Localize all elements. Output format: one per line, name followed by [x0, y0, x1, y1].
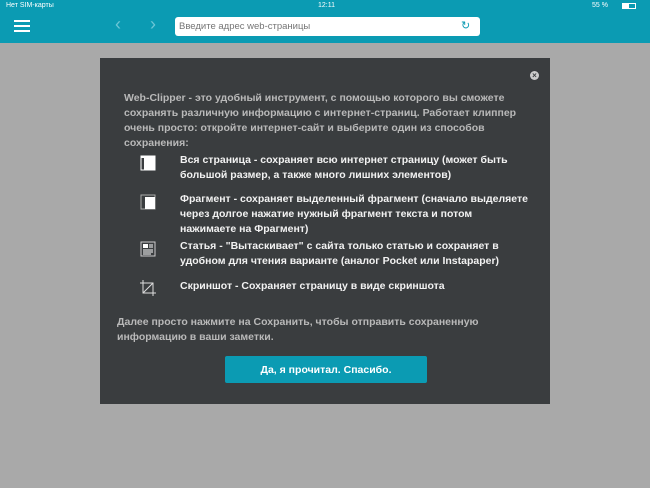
- intro-text: Web-Clipper - это удобный инструмент, с помощью которого вы сможете сохранять различную информацию с интернет-страниц. Работает клиппер очень просто: откройте интернет-сайт и выберите один из способов сохранения:: [124, 92, 517, 149]
- forward-button[interactable]: ›: [150, 14, 156, 34]
- clock: 12:11: [318, 2, 335, 9]
- close-icon[interactable]: ×: [530, 71, 539, 80]
- list-item: Скриншот - Сохраняет страницу в виде скриншота: [180, 280, 445, 292]
- back-button[interactable]: ‹: [115, 14, 121, 34]
- list-item: Вся страница - сохраняет всю интернет страницу (может быть большой размер, а также много лишних элементов): [180, 154, 508, 181]
- battery-label: 55 %: [592, 2, 608, 9]
- article-icon: [140, 241, 156, 257]
- crop-icon: [140, 280, 156, 296]
- help-dialog: [100, 58, 550, 404]
- footer-text: Далее просто нажмите на Сохранить, чтобы отправить сохраненную информацию в ваши заметки.: [117, 316, 479, 343]
- reload-icon[interactable]: ↻: [461, 20, 471, 32]
- menu-button[interactable]: [14, 20, 30, 32]
- carrier-label: Нет SIM-карты: [6, 2, 54, 9]
- top-bar: [0, 0, 650, 43]
- address-input[interactable]: [175, 17, 480, 36]
- list-item: Фрагмент - сохраняет выделенный фрагмент (сначало выделяете через долгое нажатие нужный фрагмент текста и потом нажимаете на Фрагмент): [180, 193, 528, 235]
- fragment-icon: [140, 194, 156, 210]
- full-page-icon: [140, 155, 156, 171]
- list-item: Статья - "Вытаскивает" с сайта только статью и сохраняет в удобном для чтения варианте (аналог Pocket или Instapaper): [180, 240, 500, 267]
- battery-icon: [622, 3, 636, 9]
- confirm-button[interactable]: Да, я прочитал. Спасибо.: [225, 356, 427, 383]
